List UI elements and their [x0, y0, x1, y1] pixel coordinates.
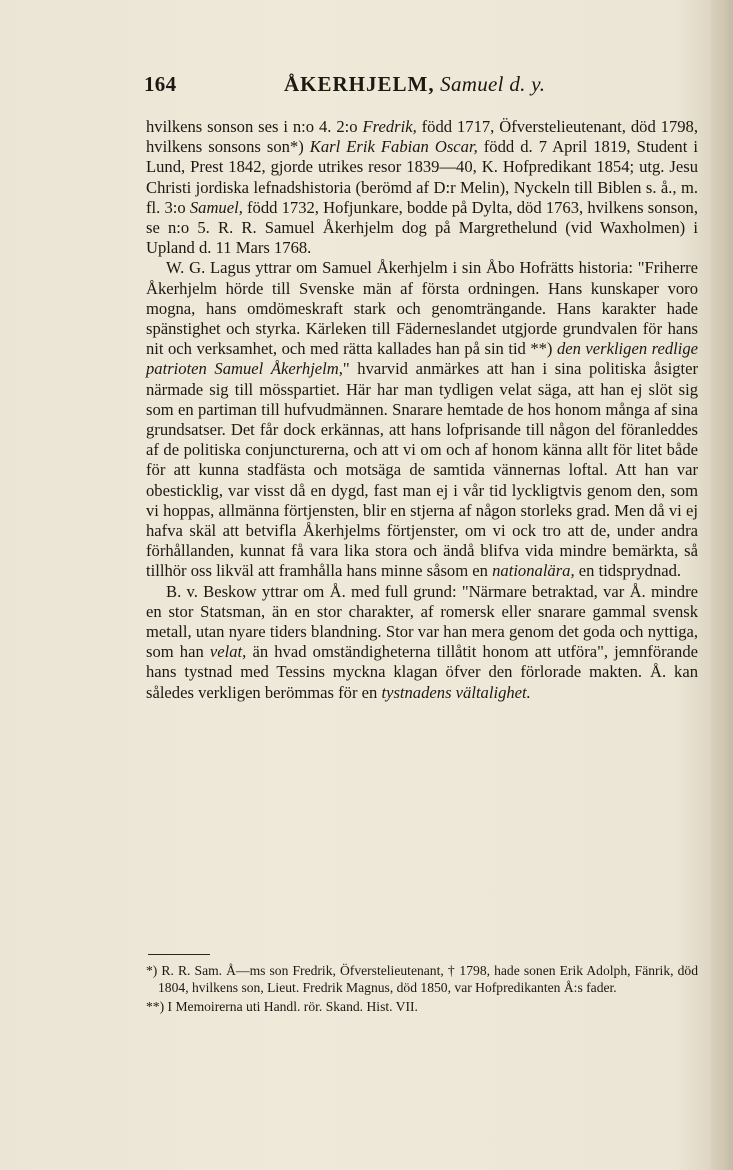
text-segment: Karl Erik Fabian Oscar,	[309, 137, 478, 157]
text-segment: " hvarvid anmärkes att han i sina politiska åsigter närmade sig till mösspartiet. Här har man tydligen velat säga, att han ej slöt sig som en partiman till hufvudmännen. Snarare hemtade de hos honom många af sina grundsatser. Det får dock erkännas, att hans lofprisande till någon del föranleddes af de politiska conjuncturerna, och att vi om och af honom känna allt för litet både för att kunna stadfästa och motsäga de samtida vännernas loftal. Att han var obesticklig, var visst då en dygd, fast man ej i vår tid lyckligtvis genom den, som vi hoppas, allmänna förtjensten, blir en stjerna af någon storleks grad. Men då vi ej hafva skäl att betvifla Åkerhjelms förtjenster, om vi ock tro att de, under andra förhållanden, kunnat få vara lika stora och ändå blifva vida mindre bemärkta, så tillhör oss likväl att framhålla hans minne såsom en	[146, 359, 698, 581]
footnote-divider	[148, 954, 210, 955]
text-segment: hvilkens sonson ses i n:o 4. 2:o	[146, 117, 363, 136]
text-segment: Fredrik,	[362, 117, 417, 136]
text-segment: tystnadens vältalighet.	[381, 682, 531, 702]
text-segment: Samuel,	[189, 197, 243, 217]
footnote-1: *) R. R. Sam. Å—ms son Fredrik, Öfverstelieutenant, † 1798, hade sonen Erik Adolph, Fänrik, död 1804, hvilkens son, Lieut. Fredrik Magnus, död 1850, var Hofpredikanten Å:s fader.	[146, 963, 698, 995]
body-text	[146, 117, 698, 703]
text-segment: född d. 7 April 1819, Student i Lund, Prest 1842, gjorde utrikes resor 1839—40, K. Hofpredikant 1854; utg. Jesu Christi jordiska lefnadshistoria (berömd af D:r Melin), Nyckeln till Biblen s. å., m. fl. 3:o	[146, 137, 698, 217]
text-segment: född 1732, Hofjunkare, bodde på Dylta, död 1763, hvilkens sonson, se n:o 5. R. R. Samuel Åkerhjelm dog på Margrethelund (vid Waxholmen) i Upland d. 11 Mars 1768.	[146, 197, 698, 258]
text-segment: B. v. Beskow yttrar om Å. med full grund: "Närmare betraktad, var Å. mindre en stor Statsman, än en stor charakter, af romersk eller snarare gammal svensk metall, utan nyare tiders blandning. Stor var han mera genom det goda och nyttiga, som han	[146, 581, 698, 662]
text-segment: född 1717, Öfverstelieutenant, död 1798, hvilkens sonsons son*)	[146, 117, 698, 157]
text-segment: än hvad omständigheterna tillåtit honom att utföra", jemnförande hans tystnad med Tessins myckna klagan öfver den förlorade makten. Å. kan således verkligen berömmas för en	[146, 642, 699, 702]
text-segment: en tidsprydnad.	[574, 561, 682, 581]
paragraph-2	[146, 258, 698, 581]
text-segment: nationalära,	[492, 561, 575, 581]
text-segment: velat,	[209, 642, 247, 662]
footnotes	[146, 963, 698, 1017]
text-segment: W. G. Lagus yttrar om Samuel Åkerhjelm i sin Åbo Hofrätts historia: "Friherre Åkerhjelm hörde till Svenske män af första ordningen. Hans kunskaper voro mogna, hans omdömeskraft stark och genomträngande. Hans karakter hade spänstighet och styrka. Kärleken till Fäderneslandet utgjorde grundvalen för hans nit och verksamhet, och med rätta kallades han på sin tid **)	[146, 258, 698, 359]
running-head-name: ÅKERHJELM,	[284, 72, 435, 96]
running-head	[284, 72, 545, 97]
footnote-2: **) I Memoirerna uti Handl. rör. Skand. Hist. VII.	[146, 998, 418, 1014]
page-header	[144, 72, 704, 102]
page-edge-shadow	[711, 0, 733, 1170]
text-segment: den verkligen redlige patrioten Samuel Åkerhjelm,	[146, 339, 699, 379]
paragraph-1	[146, 117, 698, 258]
page-number: 164	[144, 72, 177, 96]
running-head-sub: Samuel d. y.	[440, 72, 546, 96]
paragraph-3	[146, 582, 698, 703]
